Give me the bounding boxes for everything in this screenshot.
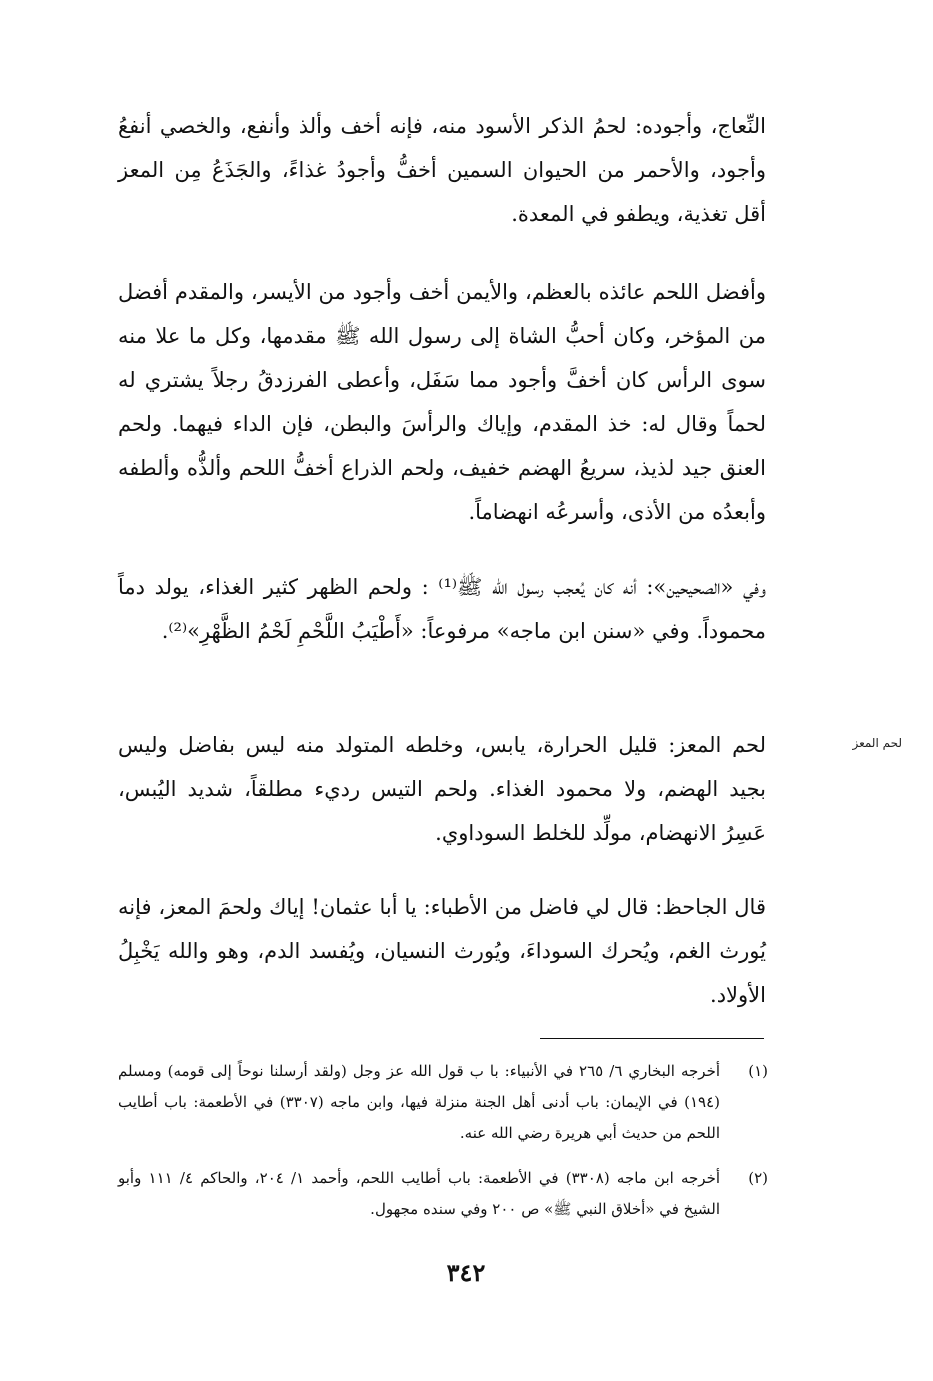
paragraph-3 [118,565,766,653]
margin-heading: لحم المعز [852,736,902,750]
footnote-text: أخرجه البخاري ٦/ ٢٦٥ في الأنبياء: با ب قول الله عز وجل (ولقد أرسلنا نوحاً إلى قومه) ومسلم (١٩٤) في الإيمان: باب أدنى أهل الجنة منزلة فيها، وابن ماجه (٣٣٠٧) في الأطعمة: باب أطايب اللحم من حديث أبي هريرة رضي الله عنه. [118,1062,721,1142]
paragraph-text: النِّعاج، وأجوده: لحمُ الذكر الأسود منه، فإنه أخف وألذ وأنفع، والخصي أنفعُ وأجود، والأحمر من الحيوان السمين أخفُّ وأجودُ غذاءً، والجَذَعُ مِن المعز أقل تغذية، ويطفو في المعدة. [118,114,766,226]
footnote-number: (١) [748,1062,768,1080]
paragraph-5 [118,885,766,1017]
footnote-1 [118,1056,768,1149]
paragraph-4 [118,723,766,855]
paragraph-1 [118,104,766,236]
page-number: ٣٤٢ [446,1258,486,1287]
paragraph-text: وفي «الصحيحين»: أنه كان يُعجب رسول الله ﷺ⁽¹⁾ : ولحم الظهر كثير الغذاء، يولد دماً محموداً. وفي «سنن ابن ماجه» مرفوعاً: «أَطْيَبُ اللَّحْمِ لَحْمُ الظَّهْرِ»⁽²⁾. [118,575,766,643]
footnote-2 [118,1163,768,1225]
paragraph-text: وأفضل اللحم عائذه بالعظم، والأيمن أخف وأجود من الأيسر، والمقدم أفضل من المؤخر، وكان أحبُّ الشاة إلى رسول الله ﷺ مقدمها، وكل ما علا منه سوى الرأس كان أخفَّ وأجود مما سَفَل، وأعطى الفرزدقُ رجلاً يشتري له لحماً وقال له: خذ المقدم، وإياك والرأسَ والبطن، فإن الداء فيهما. ولحم العنق جيد لذيذ، سريعُ الهضم خفيف، ولحم الذراع أخفُّ اللحم وألذُّه وألطفه وأبعدُه من الأذى، وأسرعُه انهضاماً. [118,280,766,524]
footnote-separator [540,1038,764,1039]
footnote-number: (٢) [748,1169,768,1187]
footnote-text: أخرجه ابن ماجه (٣٣٠٨) في الأطعمة: باب أطايب اللحم، وأحمد ١/ ٢٠٤، والحاكم ٤/ ١١١ وأبو الشيخ في «أخلاق النبي ﷺ» ص ٢٠٠ وفي سنده مجهول. [118,1169,721,1218]
paragraph-text: قال الجاحظ: قال لي فاضل من الأطباء: يا أبا عثمان! إياك ولحمَ المعز، فإنه يُورث الغم، ويُحرك السوداءَ، ويُورث النسيان، ويُفسد الدم، وهو والله يَخْبِلُ الأولاد. [118,895,766,1007]
paragraph-2 [118,270,766,534]
paragraph-text: لحم المعز: قليل الحرارة، يابس، وخلطه المتولد منه ليس بفاضل وليس بجيد الهضم، ولا محمود الغذاء. ولحم التيس رديء مطلقاً، شديد اليُبس، عَسِرُ الانهضام، مولِّد للخلط السوداوي. [118,733,766,845]
